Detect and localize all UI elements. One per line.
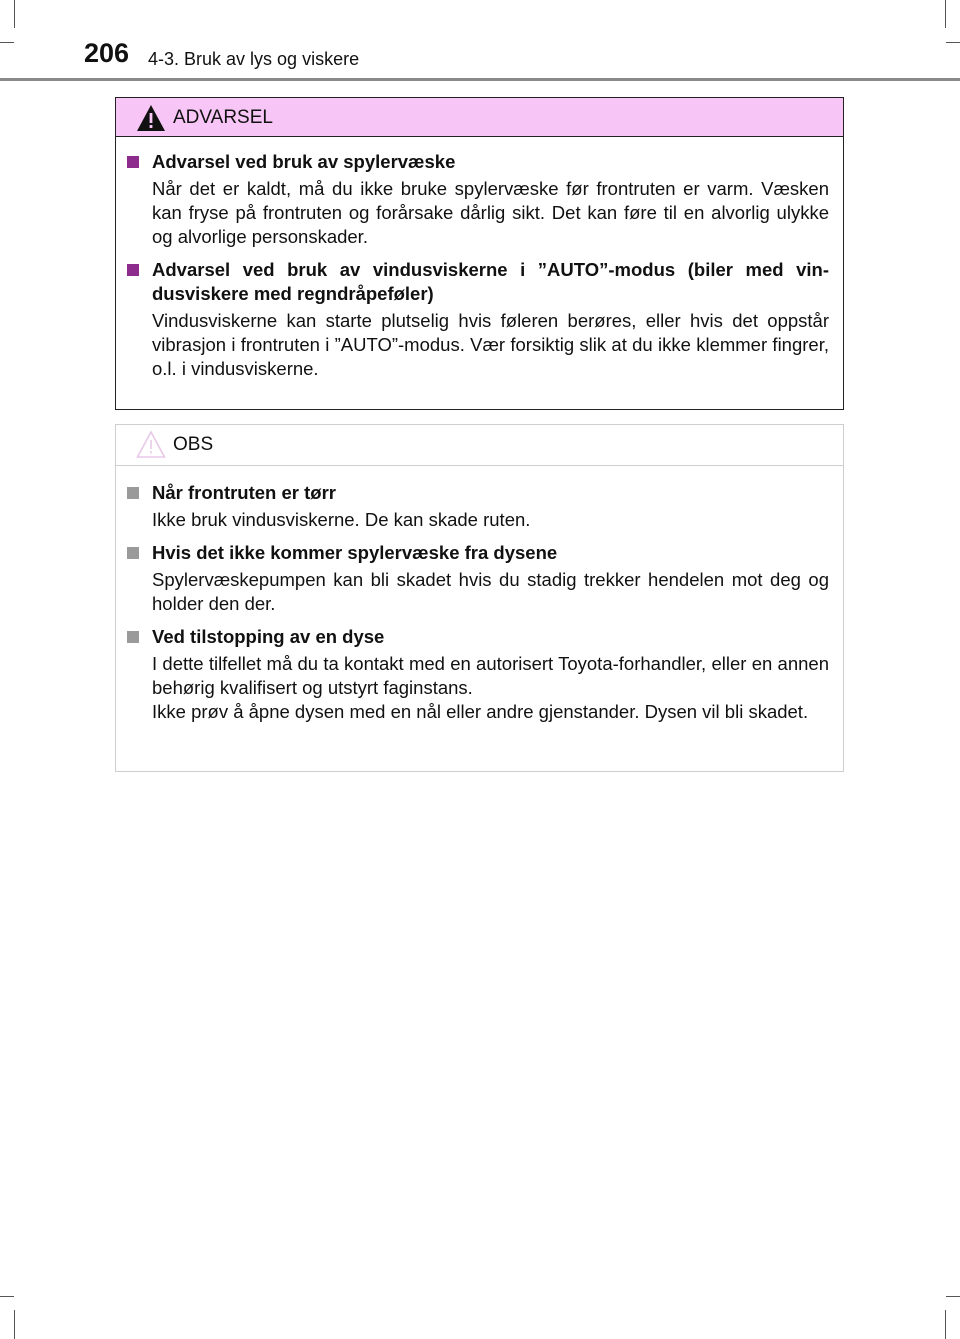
warning-box: [115, 97, 844, 410]
section-title: 4-3. Bruk av lys og viskere: [148, 49, 360, 69]
item-title-text: Hvis det ikke kommer spylervæske fra dysene: [152, 542, 558, 563]
page-number: 206: [84, 38, 130, 68]
item-title: [126, 481, 829, 505]
item-title-text: Advarsel ved bruk av spylervæske: [152, 151, 456, 172]
square-bullet-icon: [127, 156, 139, 168]
item-text: I dette tilfellet må du ta kontakt med en autorisert Toyota-forhandler, eller en annen behørig kvalifisert og utstyrt faginstans.: [152, 653, 829, 698]
warning-triangle-icon: [136, 104, 166, 132]
notice-box: [115, 424, 844, 772]
notice-body: [126, 481, 829, 733]
crop-mark: [0, 1296, 14, 1297]
warning-header: [116, 98, 843, 137]
item-text: Ikke prøv å åpne dysen med en nål eller andre gjenstander. Dysen vil bli skadet.: [152, 701, 809, 722]
square-bullet-icon: [127, 264, 139, 276]
crop-mark: [14, 1310, 15, 1339]
square-bullet-icon: [127, 487, 139, 499]
item-text: Når det er kaldt, må du ikke bruke spylervæske før frontruten er varm. Væsken kan fryse på frontruten og forårsake dårlig sikt. Det kan føre til en alvorlig ulykke og alvorlige personskader.: [152, 178, 829, 247]
item-title: [126, 541, 829, 565]
list-item: [126, 481, 829, 532]
item-title: [126, 150, 829, 174]
item-title-text: Ved tilstopping av en dyse: [152, 626, 385, 647]
item-title: [126, 625, 829, 649]
caution-triangle-outline-icon: [136, 430, 166, 458]
item-title-text: Advarsel ved bruk av vindusviskerne i ”AUTO”-modus (biler med vindusviskere med regndråpeføler): [152, 259, 829, 304]
notice-header: [116, 425, 843, 466]
list-item: [126, 150, 829, 249]
list-item: [126, 258, 829, 381]
list-item: [126, 541, 829, 616]
item-text: Vindusviskerne kan starte plutselig hvis føleren berøres, eller hvis det oppstår vibrasjon i frontruten i ”AUTO”-modus. Vær forsiktig slik at du ikke klemmer fingrer, o.l. i vindusviskerne.: [152, 310, 829, 379]
square-bullet-icon: [127, 547, 139, 559]
item-title-text: Når frontruten er tørr: [152, 482, 336, 503]
list-item: [126, 625, 829, 724]
crop-mark: [946, 1296, 960, 1297]
square-bullet-icon: [127, 631, 139, 643]
warning-label: ADVARSEL: [173, 107, 273, 128]
item-text: Ikke bruk vindusviskerne. De kan skade ruten.: [152, 509, 531, 530]
page-header: [0, 0, 960, 80]
item-text: Spylervæskepumpen kan bli skadet hvis du stadig trekker hendelen mot deg og holder den der.: [152, 569, 829, 614]
header-divider: [0, 78, 960, 81]
item-title: [126, 258, 829, 306]
notice-label: OBS: [173, 434, 214, 455]
warning-body: [126, 150, 829, 390]
crop-mark: [945, 1310, 946, 1339]
